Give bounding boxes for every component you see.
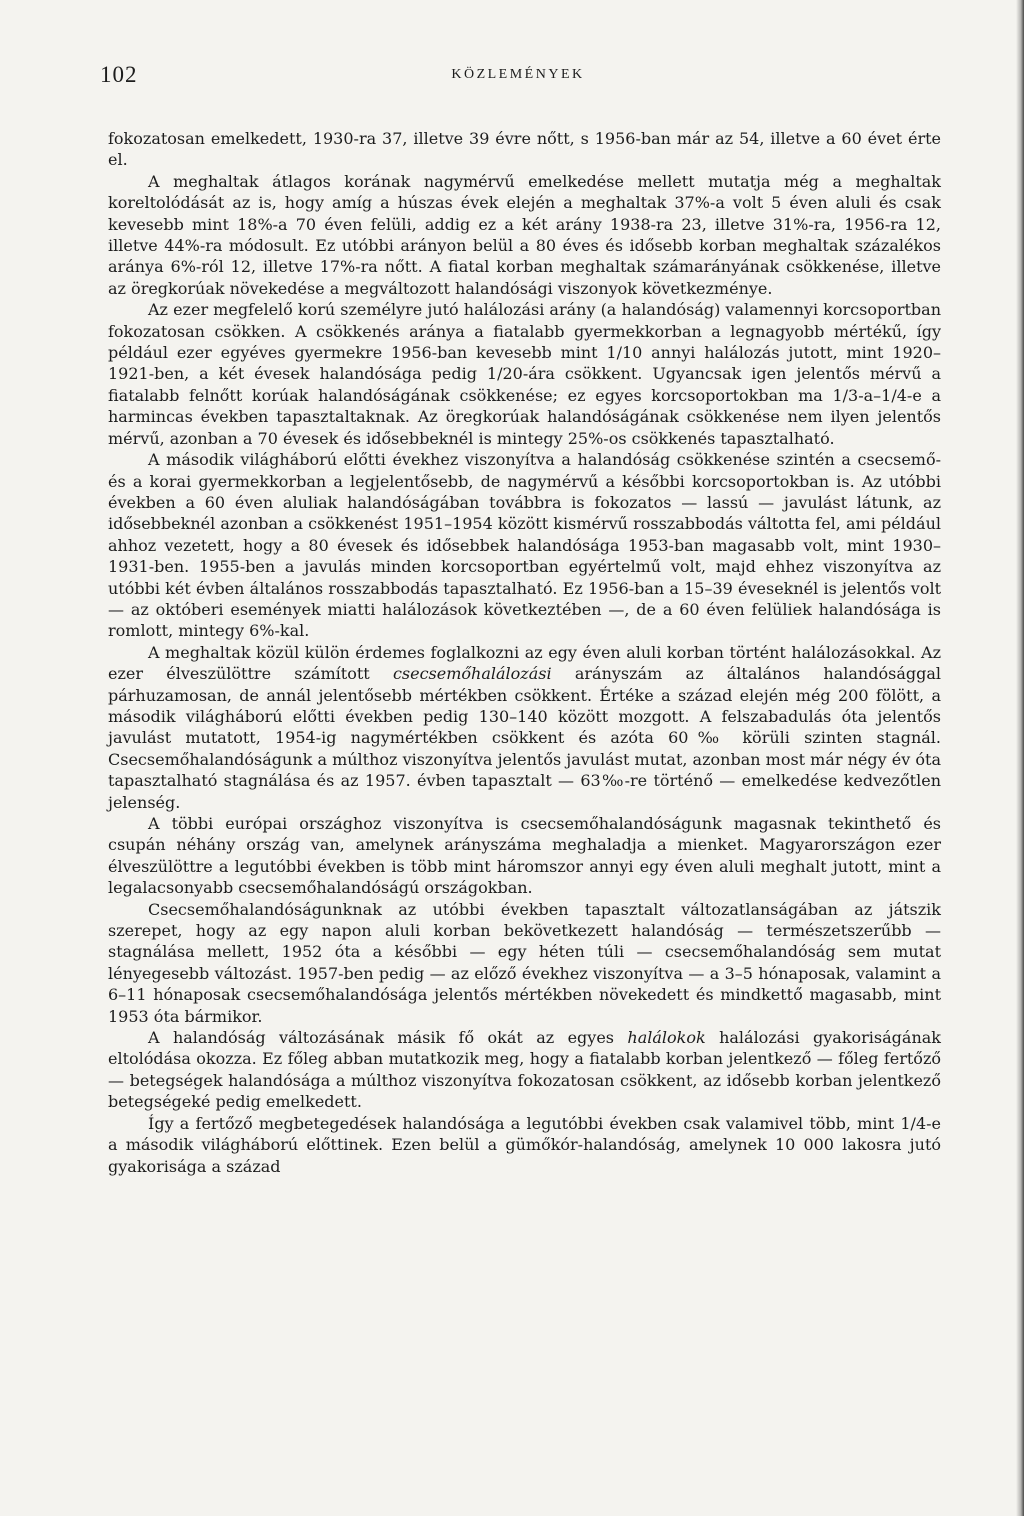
page-header bbox=[100, 60, 936, 90]
paragraph-5-text-before: A meghaltak közül külön érdemes foglalkozni az egy éven aluli korban történt halálozásokkal. Az ezer élveszülöttre számított bbox=[108, 642, 941, 684]
paragraph-8-text-before: A halandóság változásának másik fő okát az egyes bbox=[148, 1028, 628, 1048]
paragraph-2: A meghaltak átlagos korának nagymérvű emelkedése mellett mutatja még a meghaltak koreltolódását az is, hogy amíg a húszas évek elején a meghaltak 37%-a volt 5 éven aluli és csak kevesebb mint 18%-a 70 éven felüli, addig ez a két arány 1938-ra 23, illetve 31%-ra, 1956-ra 12, illetve 44%-ra módosult. Ez utóbbi arányon belül a 80 éves és idősebb korban meghaltak százalékos aránya 6%-ról 12, illetve 17%-ra nőtt. A fiatal korban meghaltak számarányának csökkenése, illetve az öregkorúak növekedése a megváltozott halandósági viszonyok következménye. bbox=[108, 171, 941, 298]
paragraph-7: Csecsemőhalandóságunknak az utóbbi években tapasztalt változatlanságában az játszik szerepet, hogy az egy napon aluli korban bekövetkezett halandóság — természetszerűbb — stagnálása mellett, 1952 óta a későbbi — egy héten túli — csecsemőhalandóság sem mutat lényegesebb változást. 1957-ben pedig — az előző évekhez viszonyítva — a 3–5 hónaposak, valamint a 6–11 hónaposak csecsemőhalandósága jelentős mértékben növekedett és mindkettő magasabb, mint 1953 óta bármikor. bbox=[108, 899, 941, 1026]
paragraph-5-italic-term: csecsemőhalálozási bbox=[392, 664, 552, 684]
page-edge-shadow bbox=[1016, 0, 1024, 1516]
paragraph-9: Így a fertőző megbetegedések halandósága a legutóbbi években csak valamivel több, mint 1/4-e a második világháború előttinek. Ezen belül a gümőkór-halandóság, amelynek 10 000 lakosra jutó gyakorisága a század bbox=[108, 1113, 941, 1176]
running-head: KÖZLEMÉNYEK bbox=[451, 67, 585, 82]
paragraph-5-text-after: arányszám az általános halandósággal párhuzamosan, de annál jelentősebb mértékben csökkent. Értéke a század elején még 200 fölött, a második világháború előtti években pedig 130–140 között mozgott. A felszabadulás óta jelentős javulást mutatott, 1954-ig nagymértékben csökkent és azóta 60‰ körüli szinten stagnál. Csecsemőhalandóságunk a múlthoz viszonyítva jelentős javulást mutat, azonban most már négy év óta tapasztalható stagnálása és az 1957. évben tapasztalt — 63‰-re történő — emelkedése kedvezőtlen jelenség. bbox=[108, 664, 942, 812]
paragraph-5 bbox=[108, 642, 941, 813]
paragraph-3: Az ezer megfelelő korú személyre jutó halálozási arány (a halandóság) valamennyi korcsoportban fokozatosan csökken. A csökkenés aránya a fiatalabb gyermekkorban a legnagyobb mértékű, így például ezer egyéves gyermekre 1956-ban kevesebb mint 1/10 annyi halálozás jutott, mint 1920–1921-ben, a két évesek halandósága pedig 1/20-ára csökkent. Ugyancsak igen jelentős mérvű a fiatalabb felnőtt korúak halandóságának csökkenése; ez egyes korcsoportokban ma 1/3-a–1/4-e a harmincas években tapasztaltaknak. Az öregkorúak halandóságának csökkenése nem ilyen jelentős mérvű, azonban a 70 évesek és idősebbeknél is mintegy 25%-os csökkenés tapasztalható. bbox=[108, 300, 941, 448]
body-text bbox=[108, 128, 941, 1177]
paragraph-8-text-after: halálozási gyakoriságának eltolódása okozza. Ez főleg abban mutatkozik meg, hogy a fiatalabb korban jelentkező — főleg fertőző — betegségek halandósága a múlthoz viszonyítva fokozatosan csökkent, az idősebb korban jelentkező betegségeké pedig emelkedett. bbox=[108, 1028, 941, 1112]
page-number: 102 bbox=[100, 62, 138, 87]
paragraph-4: A második világháború előtti évekhez viszonyítva a halandóság csökkenése szintén a csecsemő- és a korai gyermekkorban a legjelentősebb, de nagymérvű a későbbi korcsoportokban is. Az utóbbi években a 60 éven aluliak halandóságában továbbra is fokozatos — lassú — javulást látunk, az idősebbeknél azonban a csökkenést 1951–1954 között kismérvű rosszabbodás váltotta fel, ami például ahhoz vezetett, hogy a 80 évesek és idősebbek halandósága 1953-ban magasabb volt, mint 1930–1931-ben. 1955-ben a javulás minden korcsoportban egyértelmű volt, majd ehhez viszonyítva az utóbbi két évben általános rosszabbodás tapasztalható. Ez 1956-ban a 15–39 éveseknél is jelentős volt — az októberi események miatti halálozások következtében —, de a 60 éven felüliek halandósága is romlott, mintegy 6%-kal. bbox=[108, 450, 941, 641]
paragraph-8-italic-term: halálokok bbox=[627, 1028, 706, 1048]
paragraph-8 bbox=[108, 1027, 941, 1113]
paragraph-6: A többi európai országhoz viszonyítva is csecsemőhalandóságunk magasnak tekinthető és csupán néhány ország van, amelynek arányszáma meghaladja a mienket. Magyarországon ezer élveszülöttre a legutóbbi években is több mint háromszor annyi egy éven aluli meghalt jutott, mint a legalacsonyabb csecsemőhalandóságú országokban. bbox=[108, 814, 941, 898]
paragraph-1: fokozatosan emelkedett, 1930-ra 37, illetve 39 évre nőtt, s 1956-ban már az 54, illetve a 60 évet érte el. bbox=[108, 129, 941, 170]
